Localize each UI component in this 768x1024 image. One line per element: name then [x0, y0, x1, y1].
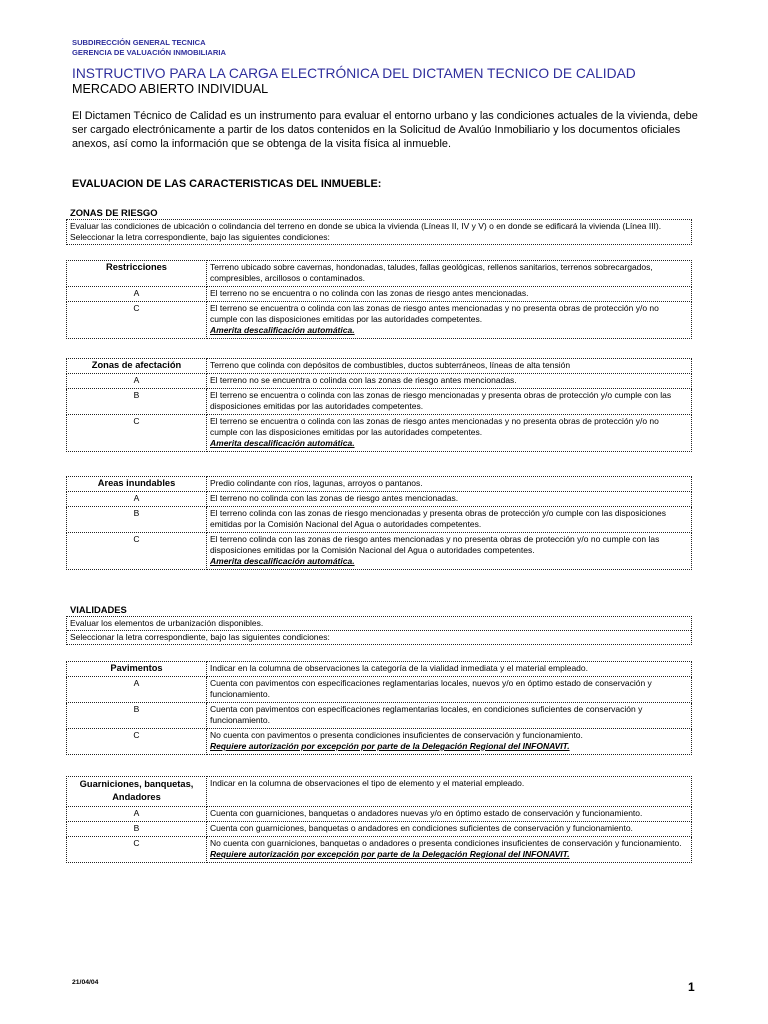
zonas-instructions-box	[66, 219, 692, 245]
criterion-description: Indicar en la columna de observaciones el tipo de elemento y el material empleado.	[207, 777, 692, 807]
table-row	[67, 415, 692, 452]
option-text: El terreno no se encuentra o no colinda con las zonas de riesgo antes mencionadas.	[207, 287, 692, 302]
table-row	[67, 389, 692, 415]
option-note: Amerita descalificación automática.	[210, 438, 355, 448]
option-letter: C	[67, 729, 207, 755]
afectacion-table	[66, 358, 692, 452]
pavimentos-table	[66, 661, 692, 755]
option-letter: A	[67, 374, 207, 389]
option-text: El terreno no se encuentra o colinda con las zonas de riesgo antes mencionadas.	[207, 374, 692, 389]
restricciones-table	[66, 260, 692, 339]
option-text: Cuenta con guarniciones, banquetas o andadores nuevas y/o en óptimo estado de conservación y funcionamiento.	[207, 807, 692, 822]
option-letter: C	[67, 415, 207, 452]
criterion-description: Predio colindante con ríos, lagunas, arroyos o pantanos.	[207, 477, 692, 492]
option-note: Amerita descalificación automática.	[210, 556, 355, 566]
vialidades-heading: VIALIDADES	[70, 604, 127, 615]
section-title: EVALUACION DE LAS CARACTERISTICAS DEL INMUEBLE:	[72, 178, 382, 190]
table-row	[67, 533, 692, 570]
option-text: No cuenta con guarniciones, banquetas o andadores o presenta condiciones insuficientes de conservación y funcionamiento. Requiere autorización por excepción por parte de la Delegación Regional del INFONAVIT.	[207, 837, 692, 863]
table-row	[67, 507, 692, 533]
table-row	[67, 302, 692, 339]
document-subtitle: MERCADO ABIERTO INDIVIDUAL	[72, 82, 269, 96]
criterion-label: Zonas de afectación	[67, 359, 207, 374]
option-note: Requiere autorización por excepción por parte de la Delegación Regional del INFONAVIT.	[210, 741, 570, 751]
option-text: Cuenta con pavimentos con especificaciones reglamentarias locales, en condiciones suficientes de conservación y funcionamiento.	[207, 703, 692, 729]
table-header-row	[67, 777, 692, 807]
option-note: Amerita descalificación automática.	[210, 325, 355, 335]
vialidades-instruction-2: Seleccionar la letra correspondiente, bajo las siguientes condiciones:	[67, 630, 691, 644]
criterion-description: Indicar en la columna de observaciones la categoría de la vialidad inmediata y el material empleado.	[207, 662, 692, 677]
page-header	[72, 38, 226, 57]
table-row	[67, 677, 692, 703]
option-letter: A	[67, 677, 207, 703]
table-row	[67, 729, 692, 755]
option-text: El terreno colinda con las zonas de riesgo mencionadas y presenta obras de protección y/o cumple con las disposiciones emitidas por la Comisión Nacional del Agua o autoridades competentes.	[207, 507, 692, 533]
intro-paragraph: El Dictamen Técnico de Calidad es un instrumento para evaluar el entorno urbano y las condiciones actuales de la vivienda, debe ser cargado electrónicamente a partir de los datos contenidos en la Solicitud de Avalúo Inmobiliario y los documentos oficiales anexos, así como la información que se obtenga de la visita física al inmueble.	[72, 110, 698, 150]
option-text: El terreno se encuentra o colinda con las zonas de riesgo antes mencionadas y no presenta obras de protección y/o no cumple con las disposiciones emitidas por las autoridades competentes. Amerita descalificación automática.	[207, 302, 692, 339]
option-letter: B	[67, 507, 207, 533]
option-letter: A	[67, 287, 207, 302]
header-line-2: GERENCIA DE VALUACIÓN INMOBILIARIA	[72, 47, 226, 57]
guarniciones-table	[66, 776, 692, 863]
criterion-label: Areas inundables	[67, 477, 207, 492]
table-header-row	[67, 477, 692, 492]
table-row	[67, 822, 692, 837]
option-letter: C	[67, 302, 207, 339]
vialidades-instructions-box	[66, 616, 692, 645]
table-row	[67, 492, 692, 507]
vialidades-instruction-1: Evaluar los elementos de urbanización disponibles.	[70, 618, 264, 628]
option-text: Cuenta con guarniciones, banquetas o andadores en condiciones suficientes de conservación y funcionamiento.	[207, 822, 692, 837]
option-letter: C	[67, 837, 207, 863]
document-title: INSTRUCTIVO PARA LA CARGA ELECTRÓNICA DEL DICTAMEN TECNICO DE CALIDAD	[72, 66, 636, 81]
header-line-1: SUBDIRECCIÓN GENERAL TECNICA	[72, 38, 206, 47]
option-note: Requiere autorización por excepción por parte de la Delegación Regional del INFONAVIT.	[210, 849, 570, 859]
table-row	[67, 807, 692, 822]
inundables-table	[66, 476, 692, 570]
option-letter: B	[67, 389, 207, 415]
zonas-instructions: Evaluar las condiciones de ubicación o colindancia del terreno en donde se ubica la vivienda (Líneas II, IV y V) o en donde se edificará la vivienda (Línea III). Seleccionar la letra correspondiente, bajo las siguientes condiciones:	[70, 221, 662, 242]
table-row	[67, 837, 692, 863]
footer-date: 21/04/04	[72, 979, 99, 986]
option-text: Cuenta con pavimentos con especificaciones reglamentarias locales, nuevos y/o en óptimo estado de conservación y funcionamiento.	[207, 677, 692, 703]
table-row	[67, 703, 692, 729]
table-header-row	[67, 261, 692, 287]
criterion-label: Restricciones	[67, 261, 207, 287]
table-header-row	[67, 662, 692, 677]
table-row	[67, 287, 692, 302]
option-letter: A	[67, 492, 207, 507]
option-text: El terreno no colinda con las zonas de riesgo antes mencionadas.	[207, 492, 692, 507]
criterion-description: Terreno que colinda con depósitos de combustibles, ductos subterráneos, líneas de alta tensión	[207, 359, 692, 374]
option-text: No cuenta con pavimentos o presenta condiciones insuficientes de conservación y funcionamiento. Requiere autorización por excepción por parte de la Delegación Regional del INFONAVIT.	[207, 729, 692, 755]
option-letter: B	[67, 703, 207, 729]
table-row	[67, 374, 692, 389]
option-letter: A	[67, 807, 207, 822]
option-text: El terreno se encuentra o colinda con las zonas de riesgo mencionadas y presenta obras de protección y/o cumple con las disposiciones emitidas por las autoridades competentes.	[207, 389, 692, 415]
option-text: El terreno colinda con las zonas de riesgo antes mencionadas y no presenta obras de protección y/o no cumple con las disposiciones emitidas por la Comisión Nacional del Agua o autoridades competentes. Amerita descalificación automática.	[207, 533, 692, 570]
criterion-label: Pavimentos	[67, 662, 207, 677]
option-letter: B	[67, 822, 207, 837]
table-header-row	[67, 359, 692, 374]
option-text: El terreno se encuentra o colinda con las zonas de riesgo antes mencionadas y no presenta obras de protección y/o no cumple con las disposiciones emitidas por las autoridades competentes. Amerita descalificación automática.	[207, 415, 692, 452]
zonas-heading: ZONAS DE RIESGO	[70, 207, 158, 218]
option-letter: C	[67, 533, 207, 570]
page-number: 1	[688, 980, 695, 994]
criterion-description: Terreno ubicado sobre cavernas, hondonadas, taludes, fallas geológicas, rellenos sanitarios, terrenos sobrecargados, compresibles, arcillosos o contaminados.	[207, 261, 692, 287]
criterion-label: Guarniciones, banquetas, Andadores	[67, 777, 207, 807]
